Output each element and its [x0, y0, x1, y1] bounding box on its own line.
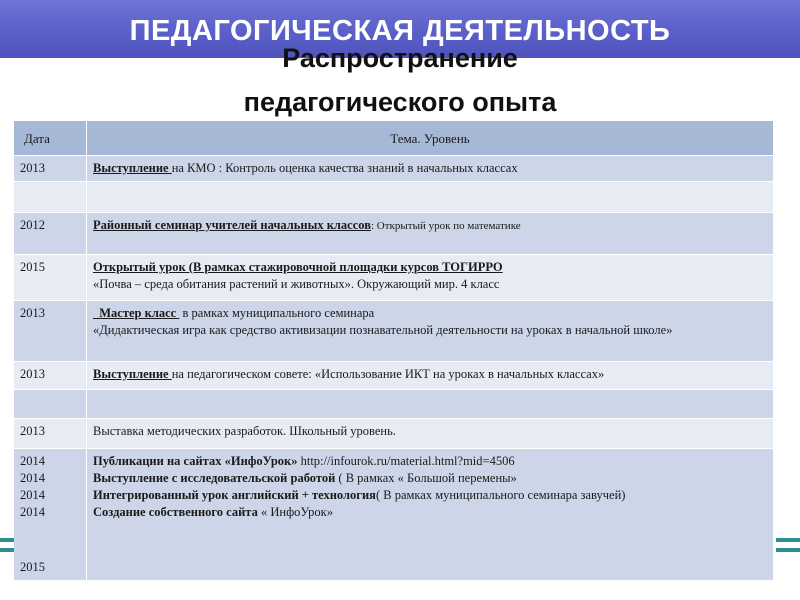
row-year	[14, 390, 87, 419]
experience-table	[13, 120, 774, 581]
table-row	[14, 449, 774, 581]
row-year: 2012	[14, 213, 87, 255]
row-title: Выступление	[93, 161, 172, 175]
table-row-empty	[14, 182, 774, 213]
table-row	[14, 213, 774, 255]
row-topic	[87, 390, 774, 419]
item-bold: Публикации на сайтах «ИнфоУрок»	[93, 454, 301, 468]
table-row	[14, 362, 774, 390]
decor-line-right-top	[776, 538, 800, 542]
row-year: 2014	[20, 488, 45, 502]
item-normal: « ИнфоУрок»	[260, 505, 333, 519]
table-row-empty	[14, 390, 774, 419]
item-normal: http://infourok.ru/material.html?mid=4506	[300, 454, 515, 468]
row-year: 2015	[14, 255, 87, 301]
item-normal: ( В рамках муниципального семинара завучей)	[375, 488, 626, 502]
publication-item	[93, 470, 767, 487]
table-row	[14, 156, 774, 182]
publication-item	[93, 487, 767, 504]
table-header-row	[14, 121, 774, 156]
table-row	[14, 301, 774, 362]
row-topic	[87, 255, 774, 301]
row-year: 2013	[14, 419, 87, 449]
column-header-topic: Тема. Уровень	[87, 121, 774, 156]
item-bold: Интегрированный урок английский + технология	[93, 488, 376, 502]
decor-line-right-bottom	[776, 548, 800, 552]
row-title: Открытый урок (В рамках стажировочной площадки курсов ТОГИРРО	[93, 260, 503, 274]
decor-line-left-top	[0, 538, 14, 542]
row-year: 2015	[20, 560, 45, 574]
subtitle-line-2: педагогического опыта	[243, 87, 557, 117]
column-header-date: Дата	[14, 121, 87, 156]
row-year: 2013	[14, 156, 87, 182]
row-text: : Открытый урок по математике	[370, 220, 521, 232]
row-text: на педагогическом совете: «Использование ИКТ на уроках в начальных классах»	[171, 367, 605, 381]
slide-subtitle	[120, 36, 680, 124]
publication-item	[93, 504, 767, 521]
row-topic	[87, 213, 774, 255]
row-topic	[87, 182, 774, 213]
row-topic	[87, 156, 774, 182]
row-year: 2014	[20, 471, 45, 485]
row-title: Мастер класс	[93, 306, 180, 320]
item-bold: Выступление с исследовательской работой	[93, 471, 339, 485]
table-row	[14, 255, 774, 301]
row-year	[14, 182, 87, 213]
item-normal: ( В рамках « Большой перемены»	[338, 471, 517, 485]
row-year: 2013	[14, 301, 87, 362]
row-title: Выступление	[93, 367, 172, 381]
row-year: 2014	[20, 454, 45, 468]
row-text: на КМО : Контроль оценка качества знаний в начальных классах	[171, 161, 518, 175]
table-row	[14, 419, 774, 449]
publication-item	[93, 453, 767, 470]
subtitle-line-1: Распространение	[282, 43, 518, 73]
item-bold: Создание собственного сайта	[93, 505, 261, 519]
row-title: Районный семинар учителей начальных классов	[93, 218, 371, 232]
row-topic	[87, 362, 774, 390]
row-text-line-2: «Дидактическая игра как средство активизации познавательной деятельности на уроках в начальной школе»	[93, 323, 673, 337]
row-text: в рамках муниципального семинара	[179, 306, 375, 320]
row-topic: Выставка методических разработок. Школьный уровень.	[87, 419, 774, 449]
row-topic	[87, 301, 774, 362]
row-years	[14, 449, 87, 581]
row-year: 2013	[14, 362, 87, 390]
row-year: 2014	[20, 505, 45, 519]
decor-line-left-bottom	[0, 548, 14, 552]
row-topic	[87, 449, 774, 581]
banner-title: ПЕДАГОГИЧЕСКАЯ ДЕЯТЕЛЬНОСТЬ	[129, 15, 671, 47]
row-text-line-2: «Почва – среда обитания растений и животных». Окружающий мир. 4 класс	[93, 277, 500, 291]
